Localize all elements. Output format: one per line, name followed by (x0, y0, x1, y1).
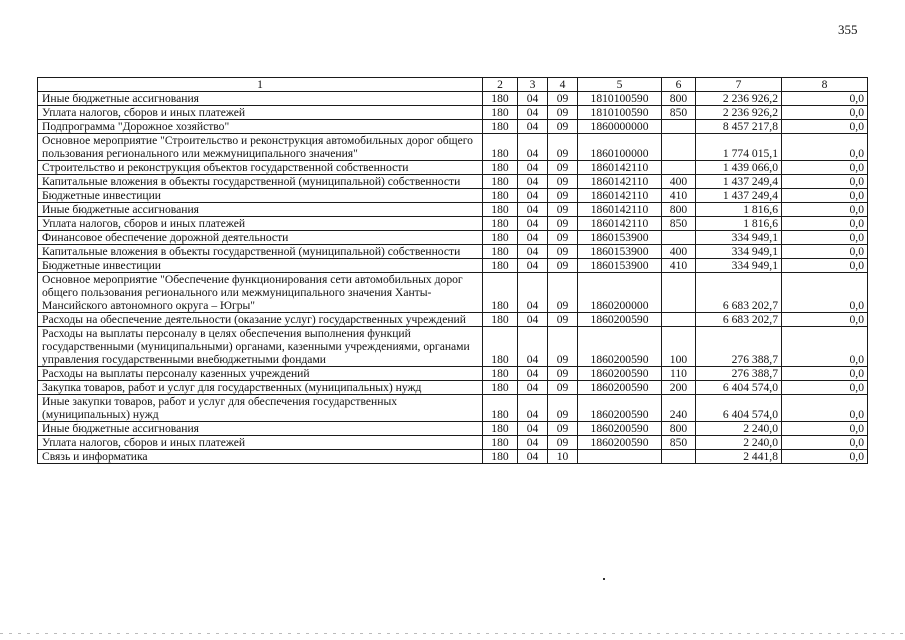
code-section-cell: 04 (518, 259, 548, 273)
amount-cell: 2 236 926,2 (696, 92, 782, 106)
code-subsection-cell: 09 (548, 273, 578, 313)
code-admin-cell: 180 (483, 313, 518, 327)
code-section-cell: 04 (518, 313, 548, 327)
header-cell: 6 (662, 78, 696, 92)
code-admin-cell: 180 (483, 381, 518, 395)
code-section-cell: 04 (518, 327, 548, 367)
code-expense-type-cell (662, 273, 696, 313)
amount-cell: 6 404 574,0 (696, 381, 782, 395)
table-row (38, 381, 868, 395)
code-admin-cell: 180 (483, 436, 518, 450)
row-name-cell: Капитальные вложения в объекты государственной (муниципальной) собственности (38, 245, 483, 259)
code-target-cell (578, 450, 662, 464)
code-admin-cell: 180 (483, 217, 518, 231)
code-subsection-cell: 09 (548, 381, 578, 395)
table-row (38, 327, 868, 367)
code-target-cell: 1860200590 (578, 422, 662, 436)
header-cell: 4 (548, 78, 578, 92)
code-expense-type-cell: 850 (662, 106, 696, 120)
amount2-cell: 0,0 (782, 203, 868, 217)
amount2-cell: 0,0 (782, 367, 868, 381)
code-subsection-cell: 09 (548, 161, 578, 175)
amount-cell: 276 388,7 (696, 327, 782, 367)
code-target-cell: 1860142110 (578, 175, 662, 189)
code-target-cell: 1810100590 (578, 106, 662, 120)
code-section-cell: 04 (518, 175, 548, 189)
row-name-cell: Уплата налогов, сборов и иных платежей (38, 217, 483, 231)
header-cell: 5 (578, 78, 662, 92)
header-cell: 2 (483, 78, 518, 92)
code-section-cell: 04 (518, 450, 548, 464)
scan-edge-line (0, 633, 905, 634)
code-subsection-cell: 09 (548, 367, 578, 381)
code-expense-type-cell: 240 (662, 395, 696, 422)
code-section-cell: 04 (518, 273, 548, 313)
amount2-cell: 0,0 (782, 422, 868, 436)
code-target-cell: 1860200000 (578, 273, 662, 313)
code-subsection-cell: 09 (548, 245, 578, 259)
amount2-cell: 0,0 (782, 217, 868, 231)
row-name-cell: Иные закупки товаров, работ и услуг для обеспечения государственных (муниципальных) нужд (38, 395, 483, 422)
code-admin-cell: 180 (483, 422, 518, 436)
amount2-cell: 0,0 (782, 450, 868, 464)
code-section-cell: 04 (518, 189, 548, 203)
code-target-cell: 1860142110 (578, 217, 662, 231)
amount2-cell: 0,0 (782, 120, 868, 134)
amount-cell: 2 236 926,2 (696, 106, 782, 120)
amount-cell: 2 240,0 (696, 436, 782, 450)
row-name-cell: Подпрограмма "Дорожное хозяйство" (38, 120, 483, 134)
table-row (38, 313, 868, 327)
code-expense-type-cell (662, 120, 696, 134)
table-row (38, 92, 868, 106)
table-row (38, 395, 868, 422)
header-cell: 7 (696, 78, 782, 92)
code-target-cell: 1860200590 (578, 381, 662, 395)
code-admin-cell: 180 (483, 161, 518, 175)
amount-cell: 334 949,1 (696, 259, 782, 273)
amount2-cell: 0,0 (782, 313, 868, 327)
row-name-cell: Иные бюджетные ассигнования (38, 92, 483, 106)
amount-cell: 1 774 015,1 (696, 134, 782, 161)
code-admin-cell: 180 (483, 367, 518, 381)
row-name-cell: Бюджетные инвестиции (38, 259, 483, 273)
code-subsection-cell: 09 (548, 203, 578, 217)
amount-cell: 2 441,8 (696, 450, 782, 464)
code-target-cell: 1860142110 (578, 161, 662, 175)
row-name-cell: Расходы на выплаты персоналу казенных учреждений (38, 367, 483, 381)
row-name-cell: Иные бюджетные ассигнования (38, 422, 483, 436)
header-row (38, 78, 868, 92)
code-target-cell: 1860142110 (578, 189, 662, 203)
amount2-cell: 0,0 (782, 381, 868, 395)
code-expense-type-cell (662, 161, 696, 175)
row-name-cell: Иные бюджетные ассигнования (38, 203, 483, 217)
code-target-cell: 1860100000 (578, 134, 662, 161)
amount2-cell: 0,0 (782, 231, 868, 245)
amount2-cell: 0,0 (782, 175, 868, 189)
code-section-cell: 04 (518, 203, 548, 217)
code-admin-cell: 180 (483, 231, 518, 245)
code-expense-type-cell: 410 (662, 189, 696, 203)
code-admin-cell: 180 (483, 203, 518, 217)
code-subsection-cell: 09 (548, 436, 578, 450)
table-row (38, 259, 868, 273)
amount-cell: 6 404 574,0 (696, 395, 782, 422)
code-expense-type-cell: 110 (662, 367, 696, 381)
code-target-cell: 1860200590 (578, 367, 662, 381)
amount-cell: 334 949,1 (696, 245, 782, 259)
amount2-cell: 0,0 (782, 134, 868, 161)
code-admin-cell: 180 (483, 395, 518, 422)
code-subsection-cell: 09 (548, 395, 578, 422)
amount-cell: 1 439 066,0 (696, 161, 782, 175)
code-target-cell: 1860153900 (578, 259, 662, 273)
code-section-cell: 04 (518, 134, 548, 161)
code-expense-type-cell (662, 313, 696, 327)
row-name-cell: Финансовое обеспечение дорожной деятельности (38, 231, 483, 245)
code-section-cell: 04 (518, 231, 548, 245)
code-target-cell: 1860200590 (578, 436, 662, 450)
amount-cell: 1 816,6 (696, 203, 782, 217)
row-name-cell: Расходы на выплаты персоналу в целях обеспечения выполнения функций государственными (муниципальными) органами, казенными учреждениями, органами управления государственными внебюджетными фондами (38, 327, 483, 367)
row-name-cell: Строительство и реконструкция объектов государственной собственности (38, 161, 483, 175)
code-section-cell: 04 (518, 217, 548, 231)
row-name-cell: Уплата налогов, сборов и иных платежей (38, 436, 483, 450)
table-row (38, 189, 868, 203)
amount2-cell: 0,0 (782, 92, 868, 106)
code-expense-type-cell (662, 450, 696, 464)
code-subsection-cell: 09 (548, 259, 578, 273)
amount2-cell: 0,0 (782, 161, 868, 175)
code-target-cell: 1860200590 (578, 327, 662, 367)
code-admin-cell: 180 (483, 106, 518, 120)
header-cell: 3 (518, 78, 548, 92)
table-row (38, 175, 868, 189)
code-section-cell: 04 (518, 381, 548, 395)
code-subsection-cell: 09 (548, 327, 578, 367)
code-admin-cell: 180 (483, 259, 518, 273)
code-section-cell: 04 (518, 367, 548, 381)
code-expense-type-cell (662, 231, 696, 245)
header-cell: 8 (782, 78, 868, 92)
table-row (38, 134, 868, 161)
code-expense-type-cell: 410 (662, 259, 696, 273)
code-section-cell: 04 (518, 92, 548, 106)
code-subsection-cell: 09 (548, 422, 578, 436)
table-body (38, 78, 868, 464)
budget-table (37, 77, 868, 464)
code-target-cell: 1860200590 (578, 313, 662, 327)
code-target-cell: 1860153900 (578, 231, 662, 245)
amount-cell: 1 816,6 (696, 217, 782, 231)
table-row (38, 231, 868, 245)
code-admin-cell: 180 (483, 245, 518, 259)
code-subsection-cell: 09 (548, 106, 578, 120)
code-section-cell: 04 (518, 161, 548, 175)
code-subsection-cell: 09 (548, 92, 578, 106)
table-row (38, 120, 868, 134)
amount2-cell: 0,0 (782, 327, 868, 367)
amount2-cell: 0,0 (782, 395, 868, 422)
code-admin-cell: 180 (483, 273, 518, 313)
amount-cell: 6 683 202,7 (696, 273, 782, 313)
code-section-cell: 04 (518, 245, 548, 259)
code-subsection-cell: 09 (548, 175, 578, 189)
code-section-cell: 04 (518, 436, 548, 450)
table-row (38, 161, 868, 175)
code-target-cell: 1860142110 (578, 203, 662, 217)
code-section-cell: 04 (518, 120, 548, 134)
code-expense-type-cell: 100 (662, 327, 696, 367)
row-name-cell: Расходы на обеспечение деятельности (оказание услуг) государственных учреждений (38, 313, 483, 327)
code-expense-type-cell: 400 (662, 245, 696, 259)
code-section-cell: 04 (518, 422, 548, 436)
amount2-cell: 0,0 (782, 106, 868, 120)
table-row (38, 106, 868, 120)
code-subsection-cell: 09 (548, 313, 578, 327)
code-target-cell: 1860200590 (578, 395, 662, 422)
table-row (38, 367, 868, 381)
code-section-cell: 04 (518, 106, 548, 120)
code-admin-cell: 180 (483, 327, 518, 367)
table-row (38, 450, 868, 464)
amount-cell: 334 949,1 (696, 231, 782, 245)
table-row (38, 273, 868, 313)
table-row (38, 245, 868, 259)
code-target-cell: 1810100590 (578, 92, 662, 106)
code-target-cell: 1860000000 (578, 120, 662, 134)
amount2-cell: 0,0 (782, 436, 868, 450)
amount-cell: 8 457 217,8 (696, 120, 782, 134)
amount2-cell: 0,0 (782, 189, 868, 203)
amount-cell: 6 683 202,7 (696, 313, 782, 327)
code-admin-cell: 180 (483, 189, 518, 203)
code-section-cell: 04 (518, 395, 548, 422)
row-name-cell: Бюджетные инвестиции (38, 189, 483, 203)
code-expense-type-cell: 800 (662, 203, 696, 217)
code-subsection-cell: 10 (548, 450, 578, 464)
amount-cell: 276 388,7 (696, 367, 782, 381)
code-subsection-cell: 09 (548, 120, 578, 134)
row-name-cell: Основное мероприятие "Строительство и реконструкция автомобильных дорог общего пользования регионального или межмуниципального значения" (38, 134, 483, 161)
row-name-cell: Закупка товаров, работ и услуг для государственных (муниципальных) нужд (38, 381, 483, 395)
row-name-cell: Основное мероприятие "Обеспечение функционирования сети автомобильных дорог общего пользования регионального или межмуниципального значения Ханты-Мансийского автономного округа – Югры" (38, 273, 483, 313)
code-subsection-cell: 09 (548, 134, 578, 161)
code-subsection-cell: 09 (548, 231, 578, 245)
amount-cell: 1 437 249,4 (696, 175, 782, 189)
code-expense-type-cell: 850 (662, 217, 696, 231)
code-admin-cell: 180 (483, 120, 518, 134)
code-subsection-cell: 09 (548, 217, 578, 231)
code-expense-type-cell: 200 (662, 381, 696, 395)
amount-cell: 2 240,0 (696, 422, 782, 436)
code-admin-cell: 180 (483, 175, 518, 189)
header-cell: 1 (38, 78, 483, 92)
table-row (38, 436, 868, 450)
row-name-cell: Уплата налогов, сборов и иных платежей (38, 106, 483, 120)
code-subsection-cell: 09 (548, 189, 578, 203)
amount-cell: 1 437 249,4 (696, 189, 782, 203)
amount2-cell: 0,0 (782, 273, 868, 313)
code-target-cell: 1860153900 (578, 245, 662, 259)
code-admin-cell: 180 (483, 92, 518, 106)
code-expense-type-cell: 800 (662, 92, 696, 106)
table-row (38, 217, 868, 231)
code-expense-type-cell: 400 (662, 175, 696, 189)
amount2-cell: 0,0 (782, 245, 868, 259)
code-expense-type-cell (662, 134, 696, 161)
code-admin-cell: 180 (483, 450, 518, 464)
table-row (38, 203, 868, 217)
table-row (38, 422, 868, 436)
code-admin-cell: 180 (483, 134, 518, 161)
code-expense-type-cell: 850 (662, 436, 696, 450)
scan-dot (603, 578, 605, 580)
row-name-cell: Капитальные вложения в объекты государственной (муниципальной) собственности (38, 175, 483, 189)
row-name-cell: Связь и информатика (38, 450, 483, 464)
amount2-cell: 0,0 (782, 259, 868, 273)
page-number: 355 (838, 22, 858, 37)
code-expense-type-cell: 800 (662, 422, 696, 436)
